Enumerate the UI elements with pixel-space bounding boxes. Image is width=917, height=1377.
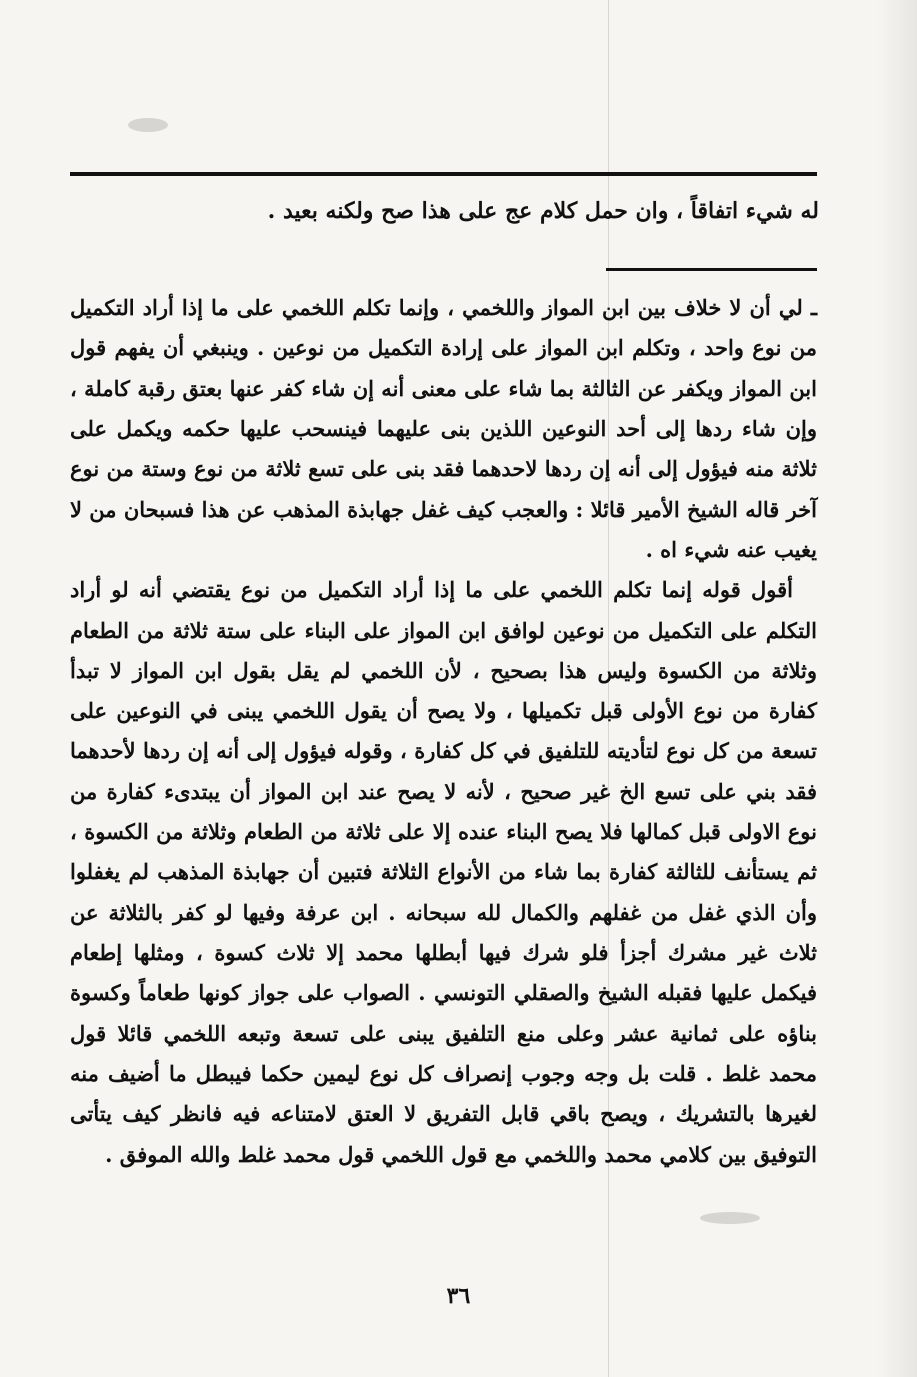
main-text-block bbox=[70, 288, 817, 1175]
page-number: ٣٦ bbox=[446, 1283, 471, 1309]
paragraph-1: ـ لي أن لا خلاف بين ابن المواز واللخمي ، وإنما تكلم اللخمي على ما إذا أراد التكميل من نوع واحد ، وتكلم ابن المواز على إرادة التكميل من نوعين . وينبغي أن يفهم قول ابن المواز ويكفر عن الثالثة بما شاء على معنى أنه إن شاء كفر عنها بعتق رقبة كاملة ، وإن شاء ردها إلى أحد النوعين اللذين بنى عليهما فينسحب عليها حكمه ويكمل على ثلاثة منه فيؤول إلى أنه إن ردها لاحدهما فقد بنى على تسع ثلاثة من نوع وستة من نوع آخر قاله الشيخ الأمير قائلا : والعجب كيف غفل جهابذة المذهب عن هذا فسبحان من لا يغيب عنه شيء اه . bbox=[70, 295, 817, 562]
footnote-separator-rule bbox=[606, 268, 817, 271]
footnote-continuation-line: له شيء اتفاقاً ، وان حمل كلام عج على هذا صح ولكنه بعيد . bbox=[267, 198, 819, 224]
ink-smudge bbox=[128, 118, 168, 132]
paragraph-2: أقول قوله إنما تكلم اللخمي على ما إذا أراد التكميل من نوع يقتضي أنه لو أراد التكلم على التكميل من نوعين لوافق ابن المواز على البناء على ستة ثلاثة من الطعام وثلاثة من الكسوة وليس هذا بصحيح ، لأن اللخمي لم يقل بقول ابن المواز لا تبدأ كفارة من نوع الأولى قبل تكميلها ، ولا يصح أن يقول اللخمي يبنى في النوعين على تسعة من كل نوع لتأديته للتلفيق في كل كفارة ، وقوله فيؤول إلى أنه إن ردها لأحدهما فقد بني على تسع الخ غير صحيح ، لأنه لا يصح عند ابن المواز أن يبتدىء كفارة من نوع الاولى قبل كمالها فلا يصح البناء عنده إلا على ثلاثة من الطعام وثلاثة من الكسوة ، ثم يستأنف للثالثة كفارة بما شاء من الأنواع الثلاثة فتبين أن جهابذة المذهب لم يغفلوا وأن الذي غفل من غفلهم والكمال لله سبحانه . ابن عرفة وفيها لو كفر بالثلاثة عن ثلاث غير مشرك أجزأ فلو شرك فيها أبطلها محمد إلا ثلاث كسوة ، ومثلها إطعام فيكمل عليها فقبله الشيخ والصقلي التونسي . الصواب على جواز كونها طعاماً وكسوة بناؤه على ثمانية عشر وعلى منع التلفيق يبنى على تسعة وتبعه اللخمي قائلا قول محمد غلط . قلت بل وجه وجوب إنصراف كل نوع ليمين حكما فيبطل ما أضيف منه لغيرها بالتشريك ، ويصح باقي قابل التفريق لا العتق لامتناعه فيه فانظر كيف يتأتى التوفيق بين كلامي محمد واللخمي مع قول اللخمي قول محمد غلط والله الموفق . bbox=[70, 577, 817, 1167]
ink-smudge bbox=[700, 1212, 760, 1224]
header-rule bbox=[70, 172, 817, 176]
page-edge-shadow bbox=[877, 0, 917, 1377]
